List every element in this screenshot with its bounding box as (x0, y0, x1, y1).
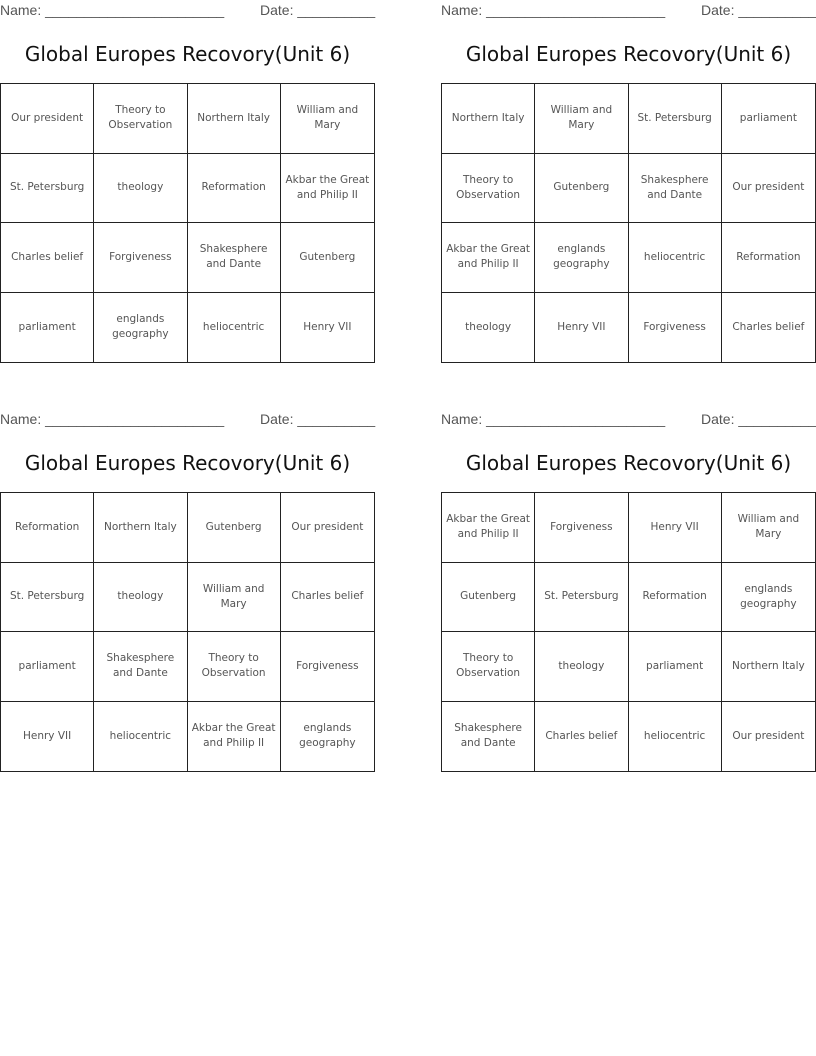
bingo-cell: Northern Italy (442, 84, 535, 154)
bingo-cell: William and Mary (535, 84, 628, 154)
bingo-cell: heliocentric (629, 223, 722, 293)
bingo-cell: Reformation (722, 223, 815, 293)
bingo-cell: Theory to Observation (94, 84, 187, 154)
bingo-cell: Northern Italy (722, 632, 815, 702)
bingo-cell: englands geography (722, 563, 815, 633)
bingo-cell: Our president (1, 84, 94, 154)
bingo-cell: Charles belief (1, 223, 94, 293)
bingo-cell: Akbar the Great and Philip II (442, 493, 535, 563)
card-title: Global Europes Recovory(Unit 6) (24, 42, 351, 66)
bingo-cell: Gutenberg (188, 493, 281, 563)
bingo-cell: Gutenberg (535, 154, 628, 224)
name-field[interactable]: Name: _______________________ (0, 411, 225, 427)
date-field[interactable]: Date: __________ (701, 411, 816, 427)
card-title: Global Europes Recovory(Unit 6) (465, 451, 792, 475)
bingo-cell: Theory to Observation (188, 632, 281, 702)
bingo-cell: Akbar the Great and Philip II (188, 702, 281, 772)
bingo-cell: St. Petersburg (535, 563, 628, 633)
bingo-grid (0, 492, 375, 772)
bingo-cell: Charles belief (535, 702, 628, 772)
bingo-cell: Forgiveness (281, 632, 374, 702)
bingo-cell: Gutenberg (281, 223, 374, 293)
bingo-cell: Shakesphere and Dante (442, 702, 535, 772)
name-field[interactable]: Name: _______________________ (441, 411, 666, 427)
bingo-cell: englands geography (94, 293, 187, 363)
bingo-cell: theology (535, 632, 628, 702)
bingo-cell: theology (94, 563, 187, 633)
bingo-cell: englands geography (299, 722, 356, 750)
bingo-cell: Northern Italy (188, 84, 281, 154)
bingo-cell: St. Petersburg (1, 154, 94, 224)
bingo-cell: parliament (629, 632, 722, 702)
bingo-cell: Charles belief (281, 563, 374, 633)
bingo-cell: Henry VII (1, 702, 94, 772)
bingo-cell: heliocentric (94, 702, 187, 772)
card-header (0, 0, 375, 22)
bingo-cell: Henry VII (535, 293, 628, 363)
bingo-card-3 (0, 409, 376, 750)
bingo-cell: Forgiveness (629, 293, 722, 363)
bingo-grid (0, 83, 375, 363)
bingo-cell: englands geography (535, 223, 628, 293)
bingo-cell: Northern Italy (94, 493, 187, 563)
name-field[interactable]: Name: _______________________ (441, 2, 666, 18)
bingo-cell: theology (94, 154, 187, 224)
bingo-cell: Shakesphere and Dante (629, 154, 722, 224)
name-field[interactable]: Name: _______________________ (0, 2, 225, 18)
bingo-card-2 (441, 0, 816, 333)
bingo-cell: William and Mary (281, 84, 374, 154)
bingo-cell: Shakesphere and Dante (94, 632, 187, 702)
bingo-cell: Reformation (1, 493, 94, 563)
bingo-cell: St. Petersburg (629, 84, 722, 154)
bingo-cell: theology (442, 293, 535, 363)
card-title: Global Europes Recovory(Unit 6) (465, 42, 792, 66)
bingo-card-4 (441, 409, 816, 750)
bingo-cell: St. Petersburg (1, 563, 94, 633)
card-title: Global Europes Recovory(Unit 6) (24, 451, 351, 475)
date-field[interactable]: Date: __________ (701, 2, 816, 18)
bingo-cell: Theory to Observation (442, 632, 535, 702)
bingo-cell: Reformation (629, 563, 722, 633)
bingo-cell: Shakesphere and Dante (188, 223, 281, 293)
bingo-cell: parliament (722, 84, 815, 154)
bingo-cell: William and Mary (188, 563, 281, 633)
date-field[interactable]: Date: __________ (260, 2, 376, 18)
bingo-cell: Our president (281, 493, 374, 563)
date-field[interactable]: Date: __________ (260, 411, 376, 427)
bingo-cell: Akbar the Great and Philip II (281, 154, 374, 224)
bingo-card-1 (0, 0, 376, 341)
card-header (0, 409, 375, 431)
bingo-cell: Akbar the Great and Philip II (442, 223, 535, 293)
bingo-cell: William and Mary (722, 493, 815, 563)
bingo-cell: Our president (722, 154, 815, 224)
bingo-cell: Forgiveness (94, 223, 187, 293)
card-header (441, 0, 816, 22)
bingo-grid (441, 492, 816, 772)
bingo-cell: Our president (732, 729, 805, 742)
bingo-cell: parliament (1, 293, 94, 363)
bingo-cell: Gutenberg (442, 563, 535, 633)
bingo-cell: Reformation (188, 154, 281, 224)
bingo-cell: Henry VII (303, 320, 352, 333)
card-header (441, 409, 816, 431)
bingo-cell: Charles belief (732, 320, 805, 333)
bingo-cell: heliocentric (188, 293, 281, 363)
bingo-grid (441, 83, 816, 363)
bingo-cell: Forgiveness (535, 493, 628, 563)
bingo-cell: Theory to Observation (442, 154, 535, 224)
bingo-cell: Henry VII (629, 493, 722, 563)
bingo-cell: parliament (1, 632, 94, 702)
bingo-cell: heliocentric (629, 702, 722, 772)
